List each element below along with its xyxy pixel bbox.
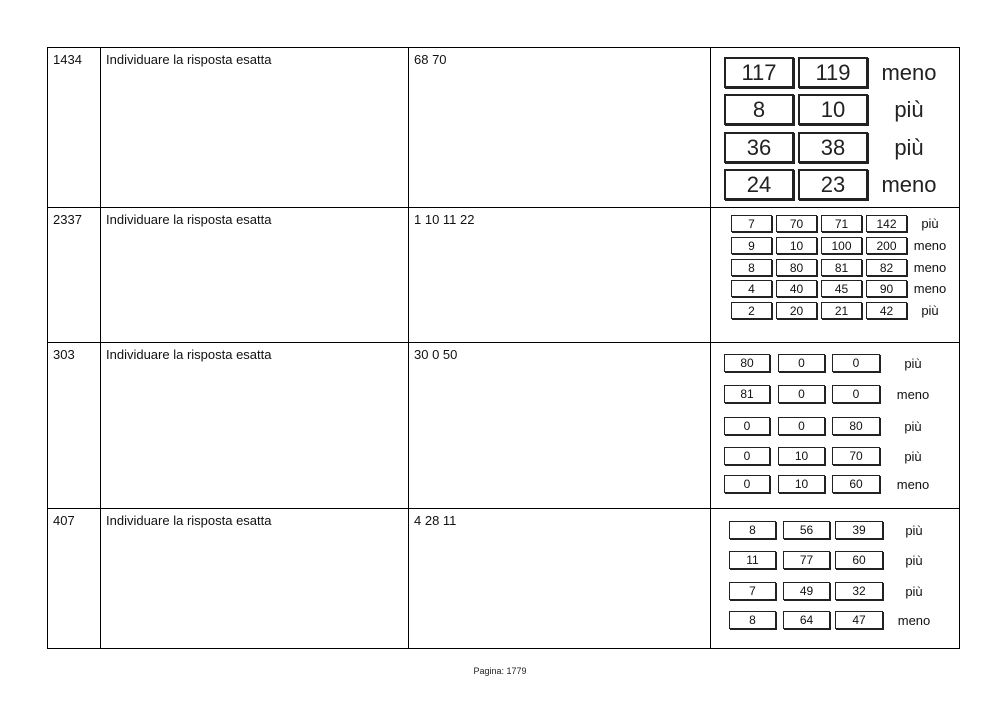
answer-cell bbox=[409, 509, 711, 649]
number-box: 200 bbox=[866, 237, 907, 254]
number-box: 42 bbox=[866, 302, 907, 319]
number-box: 0 bbox=[724, 417, 770, 435]
answer-cell bbox=[409, 48, 711, 208]
number-box: 82 bbox=[866, 259, 907, 276]
direction-word: più bbox=[921, 216, 939, 231]
number-box: 40 bbox=[776, 280, 817, 297]
direction-word: più bbox=[904, 418, 922, 434]
direction-word: più bbox=[905, 552, 923, 568]
number-box: 2 bbox=[731, 302, 772, 319]
row-id-cell bbox=[48, 343, 101, 509]
number-box: 80 bbox=[776, 259, 817, 276]
row-id: 2337 bbox=[53, 212, 82, 227]
number-box: 71 bbox=[821, 215, 862, 232]
table-row bbox=[48, 509, 960, 649]
question-cell bbox=[101, 208, 409, 343]
number-box: 36 bbox=[724, 132, 794, 163]
number-box: 60 bbox=[832, 475, 880, 493]
number-box: 21 bbox=[821, 302, 862, 319]
number-box: 8 bbox=[731, 259, 772, 276]
number-box: 10 bbox=[778, 475, 825, 493]
number-box: 9 bbox=[731, 237, 772, 254]
number-box: 0 bbox=[778, 354, 825, 372]
number-box: 142 bbox=[866, 215, 907, 232]
row-id: 1434 bbox=[53, 52, 82, 67]
number-box: 80 bbox=[724, 354, 770, 372]
answer-cell bbox=[409, 208, 711, 343]
number-box: 32 bbox=[835, 582, 883, 600]
direction-word: meno bbox=[896, 476, 930, 492]
number-puzzle-figure bbox=[711, 48, 959, 207]
direction-word: meno bbox=[913, 238, 947, 253]
answer-text: 30 0 50 bbox=[414, 347, 458, 362]
number-box: 10 bbox=[778, 447, 825, 465]
figure-cell bbox=[711, 509, 960, 649]
direction-word: più bbox=[894, 134, 924, 160]
number-box: 11 bbox=[729, 551, 776, 569]
number-box: 64 bbox=[783, 611, 830, 629]
number-box: 10 bbox=[776, 237, 817, 254]
row-id-cell bbox=[48, 48, 101, 208]
number-box: 81 bbox=[724, 385, 770, 403]
question-text: Individuare la risposta esatta bbox=[106, 52, 272, 67]
number-box: 80 bbox=[832, 417, 880, 435]
direction-word: meno bbox=[881, 59, 937, 85]
question-cell bbox=[101, 343, 409, 509]
direction-word: meno bbox=[897, 612, 931, 628]
number-box: 8 bbox=[729, 611, 776, 629]
number-box: 45 bbox=[821, 280, 862, 297]
row-id: 407 bbox=[53, 513, 75, 528]
number-puzzle-figure bbox=[711, 343, 959, 508]
direction-word: meno bbox=[881, 171, 937, 197]
direction-word: più bbox=[904, 448, 922, 464]
answer-text: 4 28 11 bbox=[414, 513, 457, 528]
number-box: 0 bbox=[832, 385, 880, 403]
number-box: 81 bbox=[821, 259, 862, 276]
number-box: 4 bbox=[731, 280, 772, 297]
number-box: 49 bbox=[783, 582, 830, 600]
table-row bbox=[48, 343, 960, 509]
row-id: 303 bbox=[53, 347, 75, 362]
number-box: 60 bbox=[835, 551, 883, 569]
number-box: 20 bbox=[776, 302, 817, 319]
number-box: 10 bbox=[798, 94, 868, 125]
direction-word: meno bbox=[913, 260, 947, 275]
number-box: 0 bbox=[778, 417, 825, 435]
page-number: Pagina: 1779 bbox=[473, 666, 527, 676]
direction-word: più bbox=[894, 96, 924, 122]
number-box: 7 bbox=[729, 582, 776, 600]
number-box: 70 bbox=[776, 215, 817, 232]
number-box: 7 bbox=[731, 215, 772, 232]
figure-cell bbox=[711, 208, 960, 343]
question-text: Individuare la risposta esatta bbox=[106, 212, 272, 227]
table-row bbox=[48, 48, 960, 208]
number-puzzle-figure bbox=[711, 208, 959, 342]
direction-word: più bbox=[921, 303, 939, 318]
number-box: 0 bbox=[832, 354, 880, 372]
number-box: 100 bbox=[821, 237, 862, 254]
number-box: 8 bbox=[729, 521, 776, 539]
answer-text: 68 70 bbox=[414, 52, 447, 67]
direction-word: meno bbox=[896, 386, 930, 402]
number-box: 119 bbox=[798, 57, 868, 88]
number-box: 38 bbox=[798, 132, 868, 163]
number-box: 24 bbox=[724, 169, 794, 200]
questions-table bbox=[47, 47, 960, 649]
figure-cell bbox=[711, 343, 960, 509]
question-text: Individuare la risposta esatta bbox=[106, 347, 272, 362]
number-box: 0 bbox=[724, 447, 770, 465]
number-box: 23 bbox=[798, 169, 868, 200]
number-box: 56 bbox=[783, 521, 830, 539]
direction-word: più bbox=[905, 522, 923, 538]
number-box: 39 bbox=[835, 521, 883, 539]
answer-text: 1 10 11 22 bbox=[414, 212, 475, 227]
direction-word: più bbox=[904, 355, 922, 371]
table-row bbox=[48, 208, 960, 343]
answer-cell bbox=[409, 343, 711, 509]
number-box: 0 bbox=[778, 385, 825, 403]
direction-word: meno bbox=[913, 281, 947, 296]
number-box: 0 bbox=[724, 475, 770, 493]
row-id-cell bbox=[48, 509, 101, 649]
row-id-cell bbox=[48, 208, 101, 343]
question-cell bbox=[101, 48, 409, 208]
number-box: 90 bbox=[866, 280, 907, 297]
number-box: 77 bbox=[783, 551, 830, 569]
number-box: 47 bbox=[835, 611, 883, 629]
question-text: Individuare la risposta esatta bbox=[106, 513, 272, 528]
question-cell bbox=[101, 509, 409, 649]
number-box: 70 bbox=[832, 447, 880, 465]
number-box: 117 bbox=[724, 57, 794, 88]
number-puzzle-figure bbox=[711, 509, 959, 648]
number-box: 8 bbox=[724, 94, 794, 125]
direction-word: più bbox=[905, 583, 923, 599]
figure-cell bbox=[711, 48, 960, 208]
